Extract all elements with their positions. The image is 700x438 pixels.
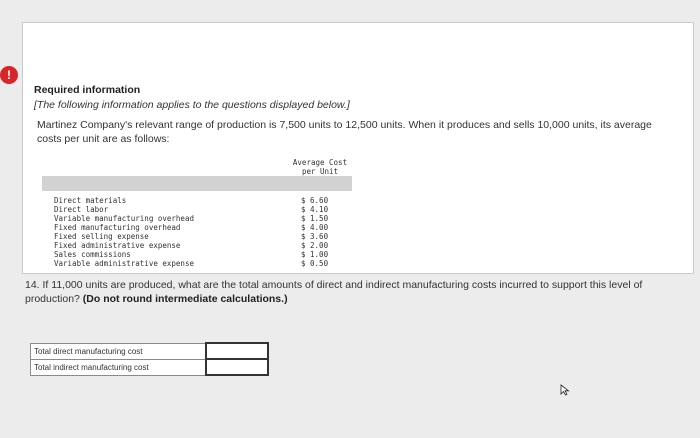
total-direct-cost-input[interactable]	[207, 344, 267, 358]
table-row	[42, 196, 360, 205]
answer-label: Total indirect manufacturing cost	[31, 359, 207, 375]
row-label: Variable administrative expense	[54, 259, 194, 268]
row-label: Sales commissions	[54, 250, 131, 259]
answer-label: Total direct manufacturing cost	[31, 343, 207, 359]
row-value: $ 3.60	[301, 232, 329, 241]
row-value: $ 2.00	[301, 241, 329, 250]
row-label: Fixed manufacturing overhead	[54, 223, 181, 232]
instruction-note: [The following information applies to the questions displayed below.]	[34, 99, 350, 111]
row-label: Fixed selling expense	[54, 232, 149, 241]
table-row	[42, 205, 360, 214]
row-label: Variable manufacturing overhead	[54, 214, 194, 223]
answer-row-indirect	[31, 359, 269, 375]
total-indirect-cost-input[interactable]	[207, 360, 267, 374]
table-row	[42, 232, 360, 241]
answer-table	[30, 342, 269, 376]
mouse-pointer-icon	[560, 384, 572, 396]
problem-intro: Martinez Company's relevant range of production is 7,500 units to 12,500 units. When it produces and sells 10,000 units, its average costs per unit are as follows:	[37, 119, 652, 145]
table-row	[42, 223, 360, 232]
header-line-2: per Unit	[301, 167, 339, 176]
row-value: $ 0.50	[301, 259, 329, 268]
row-label: Fixed administrative expense	[54, 241, 181, 250]
alert-icon: !	[0, 66, 18, 84]
row-value: $ 1.00	[301, 250, 329, 259]
answer-cell	[206, 359, 268, 375]
row-value: $ 4.00	[301, 223, 329, 232]
table-row	[42, 259, 360, 268]
required-information-heading: Required information	[34, 84, 141, 96]
row-value: $ 4.10	[301, 205, 329, 214]
table-row	[42, 250, 360, 259]
question-14	[25, 278, 685, 306]
header-line-1: Average Cost	[292, 158, 348, 167]
answer-row-direct	[31, 343, 269, 359]
answer-cell	[206, 343, 268, 359]
question-emphasis: (Do not round intermediate calculations.)	[82, 293, 288, 305]
column-header-average-cost	[282, 158, 358, 176]
row-label: Direct materials	[54, 196, 127, 205]
row-label: Direct labor	[54, 205, 109, 214]
question-text: 14. If 11,000 units are produced, what are the total amounts of direct and indirect manufacturing costs incurred to support this level of production?	[25, 279, 643, 305]
table-header-bar	[42, 176, 352, 191]
row-value: $ 1.50	[301, 214, 329, 223]
table-row	[42, 241, 360, 250]
table-row	[42, 214, 360, 223]
row-value: $ 6.60	[301, 196, 329, 205]
